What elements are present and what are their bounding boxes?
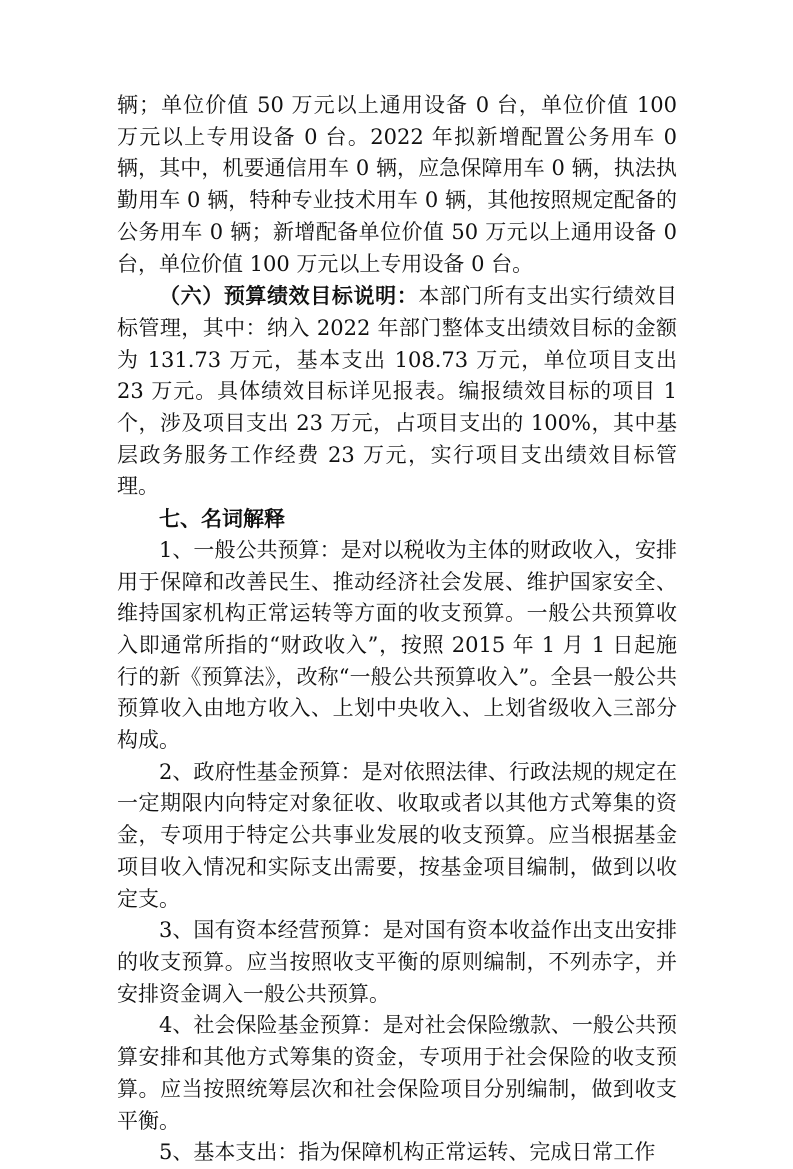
definition-basic-expenditure: 5、基本支出：指为保障机构正常运转、完成日常工作 — [159, 1140, 656, 1165]
section-six-paragraph — [117, 280, 677, 503]
document-body — [117, 90, 677, 1169]
definition-general-public-budget: 1、一般公共预算：是对以税收为主体的财政收入，安排用于保障和改善民生、推动经济社会发展、维护国家安全、维持国家机构正常运转等方面的收支预算。一般公共预算收入即通常所指的“财政收入”，按照 2015 年 1 月 1 日起施行的新《预算法》，改称“一般公共预算收入”。全县一般公共预算收入由地方收入、上划中央收入、上划省级收入三部分构成。 — [117, 537, 677, 753]
continuation-paragraph: 辆；单位价值 50 万元以上通用设备 0 台，单位价值 100 万元以上专用设备 0 台。2022 年拟新增配置公务用车 0 辆，其中，机要通信用车 0 辆，应急保障用车 0 辆，执法执勤用车 0 辆，特种专业技术用车 0 辆，其他按照规定配备的公务用车 0 辆；新增配备单位价值 50 万元以上通用设备 0 台，单位价值 100 万元以上专用设备 0 台。 — [117, 93, 677, 276]
section-six-heading: （六）预算绩效目标说明： — [159, 283, 419, 309]
section-six-body: 本部门所有支出实行绩效目标管理，其中：纳入 2022 年部门整体支出绩效目标的金额为 131.73 万元，基本支出 108.73 万元，单位项目支出 23 万元。具体绩效目标详见报表。编报绩效目标的项目 1 个，涉及项目支出 23 万元，占项目支出的 100%，其中基层政务服务工作经费 23 万元，实行项目支出绩效目标管理。 — [117, 284, 678, 499]
definition-state-capital-budget: 3、国有资本经营预算：是对国有资本收益作出支出安排的收支预算。应当按照收支平衡的原则编制，不列赤字，并安排资金调入一般公共预算。 — [117, 918, 677, 1006]
section-seven-heading: 七、名词解释 — [159, 506, 285, 532]
definition-social-insurance-budget: 4、社会保险基金预算：是对社会保险缴款、一般公共预算安排和其他方式筹集的资金，专项用于社会保险的收支预算。应当按照统筹层次和社会保险项目分别编制，做到收支平衡。 — [117, 1013, 677, 1133]
definition-government-fund-budget: 2、政府性基金预算：是对依照法律、行政法规的规定在一定期限内向特定对象征收、收取或者以其他方式筹集的资金，专项用于特定公共事业发展的收支预算。应当根据基金项目收入情况和实际支出需要，按基金项目编制，做到以收定支。 — [117, 759, 677, 911]
